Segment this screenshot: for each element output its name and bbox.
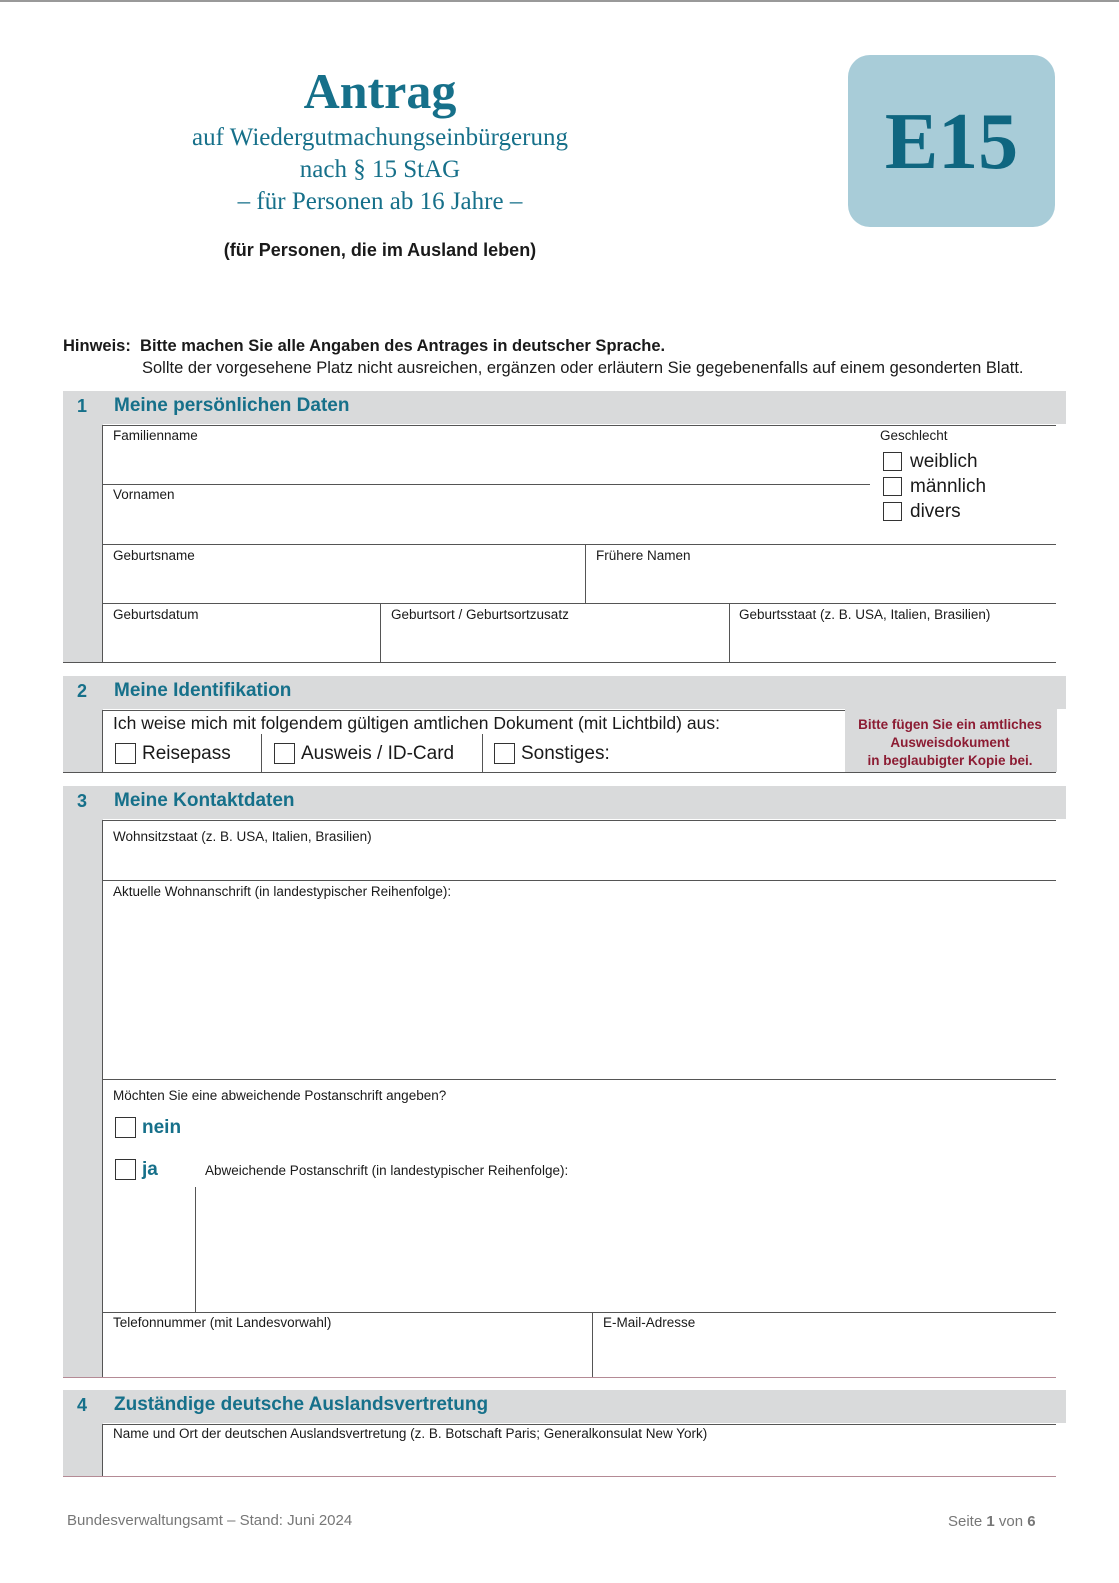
wohnanschrift-field[interactable]: Aktuelle Wohnanschrift (in landestypischer Reihenfolge): (113, 884, 452, 899)
page-total: 6 (1027, 1513, 1036, 1530)
abweichende-postanschrift-field[interactable]: Abweichende Postanschrift (in landestypischer Reihenfolge): (205, 1163, 569, 1178)
familienname-field[interactable]: Familienname (113, 428, 198, 443)
telefon-field[interactable]: Telefonnummer (mit Landesvorwahl) (113, 1315, 332, 1330)
section-4-title: Zuständige deutsche Auslandsvertretung (114, 1394, 489, 1415)
id-prompt: Ich weise mich mit folgendem gültigen amtlichen Dokument (mit Lichtbild) aus: (113, 713, 720, 733)
page-current: 1 (986, 1513, 995, 1530)
auslandsvertretung-field[interactable]: Name und Ort der deutschen Auslandsvertretung (z. B. Botschaft Paris; Generalkonsulat New York) (113, 1426, 708, 1441)
footer-issuer: Bundesverwaltungsamt – Stand: Juni 2024 (67, 1512, 353, 1529)
geburtsname-field[interactable]: Geburtsname (113, 548, 195, 563)
option-sonstiges: Sonstiges: (521, 743, 610, 764)
geburtsort-field[interactable]: Geburtsort / Geburtsortzusatz (391, 607, 569, 622)
page-prefix: Seite (948, 1513, 983, 1530)
postanschrift-question: Möchten Sie eine abweichende Postanschrift angeben? (113, 1088, 447, 1103)
wohnsitzstaat-field[interactable]: Wohnsitzstaat (z. B. USA, Italien, Brasilien) (113, 829, 372, 844)
option-divers: divers (910, 501, 961, 522)
form-title: Antrag (303, 63, 457, 119)
section-3-title: Meine Kontaktdaten (114, 790, 295, 811)
hint-label: Hinweis: (63, 337, 131, 355)
section-4-number: 4 (77, 1395, 88, 1415)
option-nein: nein (142, 1117, 182, 1138)
warning-line-3: in beglaubigter Kopie bei. (867, 753, 1033, 768)
section-3-number: 3 (77, 791, 88, 811)
section-1-title: Meine persönlichen Daten (114, 395, 350, 416)
option-weiblich: weiblich (910, 451, 978, 472)
fruehere-namen-field[interactable]: Frühere Namen (596, 548, 691, 563)
form-subtitle-3: – für Personen ab 16 Jahre – (237, 188, 523, 215)
section-2-title: Meine Identifikation (114, 680, 292, 701)
warning-line-1: Bitte fügen Sie ein amtliches (858, 717, 1042, 732)
email-field[interactable]: E-Mail-Adresse (603, 1315, 696, 1330)
form-subtitle-2: nach § 15 StAG (299, 156, 461, 183)
option-maennlich: männlich (910, 476, 987, 497)
section-1-number: 1 (77, 396, 88, 416)
section-2-number: 2 (77, 681, 88, 701)
hint-line-2: Sollte der vorgesehene Platz nicht ausreichen, ergänzen oder erläutern Sie gegebenenfalls auf einem gesonderten Blatt. (142, 359, 1024, 377)
page-indicator (948, 1513, 1036, 1530)
option-ja: ja (142, 1159, 158, 1180)
geschlecht-label: Geschlecht (880, 428, 948, 443)
option-reisepass: Reisepass (142, 743, 231, 764)
audience-note: (für Personen, die im Ausland leben) (223, 240, 537, 260)
page-mid: von (998, 1513, 1024, 1530)
form-code: E15 (884, 98, 1019, 186)
hint-line-1: Bitte machen Sie alle Angaben des Antrages in deutscher Sprache. (140, 337, 666, 355)
vornamen-field[interactable]: Vornamen (113, 487, 175, 502)
option-ausweis: Ausweis / ID-Card (301, 743, 455, 764)
geburtsstaat-field[interactable]: Geburtsstaat (z. B. USA, Italien, Brasilien) (739, 607, 991, 622)
warning-line-2: Ausweisdokument (890, 735, 1010, 750)
geburtsdatum-field[interactable]: Geburtsdatum (113, 607, 199, 622)
form-subtitle-1: auf Wiedergutmachungseinbürgerung (192, 124, 568, 151)
